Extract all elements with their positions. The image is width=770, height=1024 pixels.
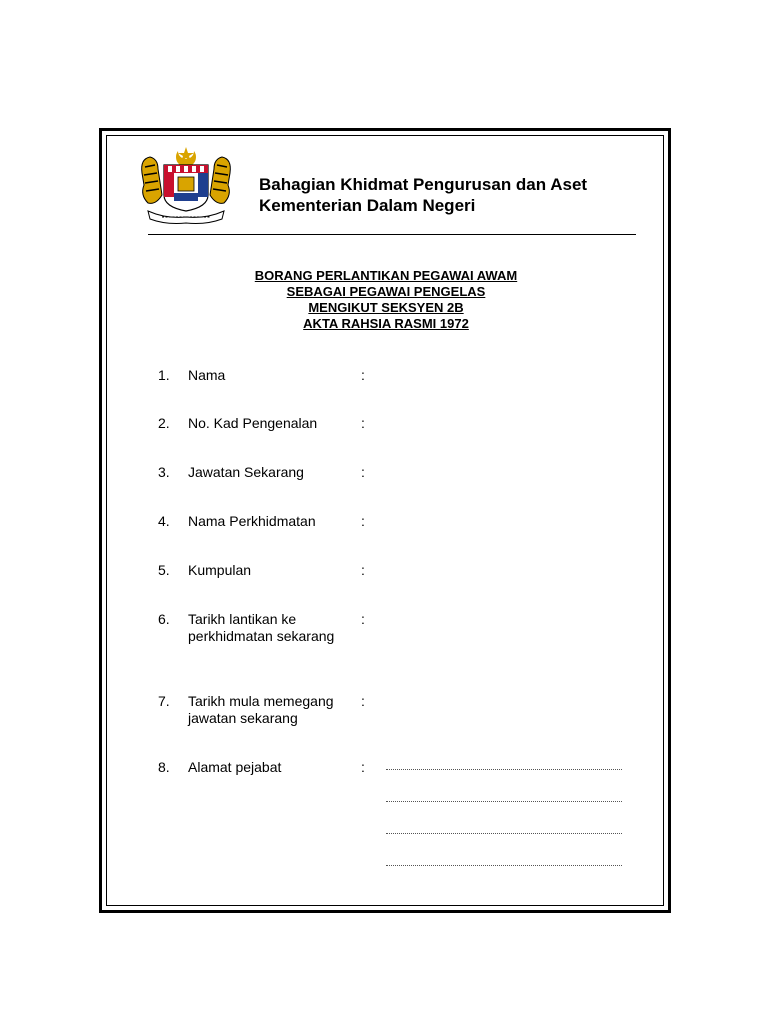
address-line-4[interactable]	[386, 865, 622, 866]
field-number: 8.	[158, 759, 170, 775]
form-border	[99, 128, 671, 913]
field-number: 5.	[158, 562, 170, 578]
form-title-line-1: BORANG PERLANTIKAN PEGAWAI AWAM	[254, 268, 518, 283]
field-label: Nama Perkhidmatan	[188, 513, 316, 529]
field-label: Nama	[188, 367, 226, 383]
field-number: 1.	[158, 367, 170, 383]
address-line-1[interactable]	[386, 769, 622, 770]
address-line-3[interactable]	[386, 833, 622, 834]
field-colon: :	[361, 759, 365, 775]
coat-of-arms-icon	[136, 145, 236, 225]
agency-header	[259, 174, 587, 216]
field-number: 2.	[158, 415, 170, 431]
header-divider	[148, 234, 636, 235]
field-number: 6.	[158, 611, 170, 627]
form-title-line-3: MENGIKUT SEKSYEN 2B	[308, 300, 464, 315]
field-colon: :	[361, 513, 365, 529]
field-colon: :	[361, 562, 365, 578]
form-title-line-4: AKTA RAHSIA RASMI 1972	[303, 316, 469, 331]
form-title-line-2: SEBAGAI PEGAWAI PENGELAS	[286, 284, 486, 299]
field-colon: :	[361, 415, 365, 431]
address-line-2[interactable]	[386, 801, 622, 802]
field-colon: :	[361, 464, 365, 480]
field-label: Alamat pejabat	[188, 759, 282, 775]
field-colon: :	[361, 367, 365, 383]
agency-name: Bahagian Khidmat Pengurusan dan Aset	[259, 175, 588, 194]
field-number: 4.	[158, 513, 170, 529]
field-colon: :	[361, 693, 365, 709]
field-label: Tarikh lantikan ke perkhidmatan sekarang	[188, 611, 335, 644]
field-colon: :	[361, 611, 365, 627]
field-label: Kumpulan	[188, 562, 252, 578]
ministry-name: Kementerian Dalam Negeri	[259, 196, 476, 215]
field-number: 3.	[158, 464, 170, 480]
field-number: 7.	[158, 693, 170, 709]
field-label: Tarikh mula memegang jawatan sekarang	[188, 693, 334, 726]
form-title	[148, 268, 624, 332]
field-label: No. Kad Pengenalan	[188, 415, 318, 431]
field-label: Jawatan Sekarang	[188, 464, 304, 480]
